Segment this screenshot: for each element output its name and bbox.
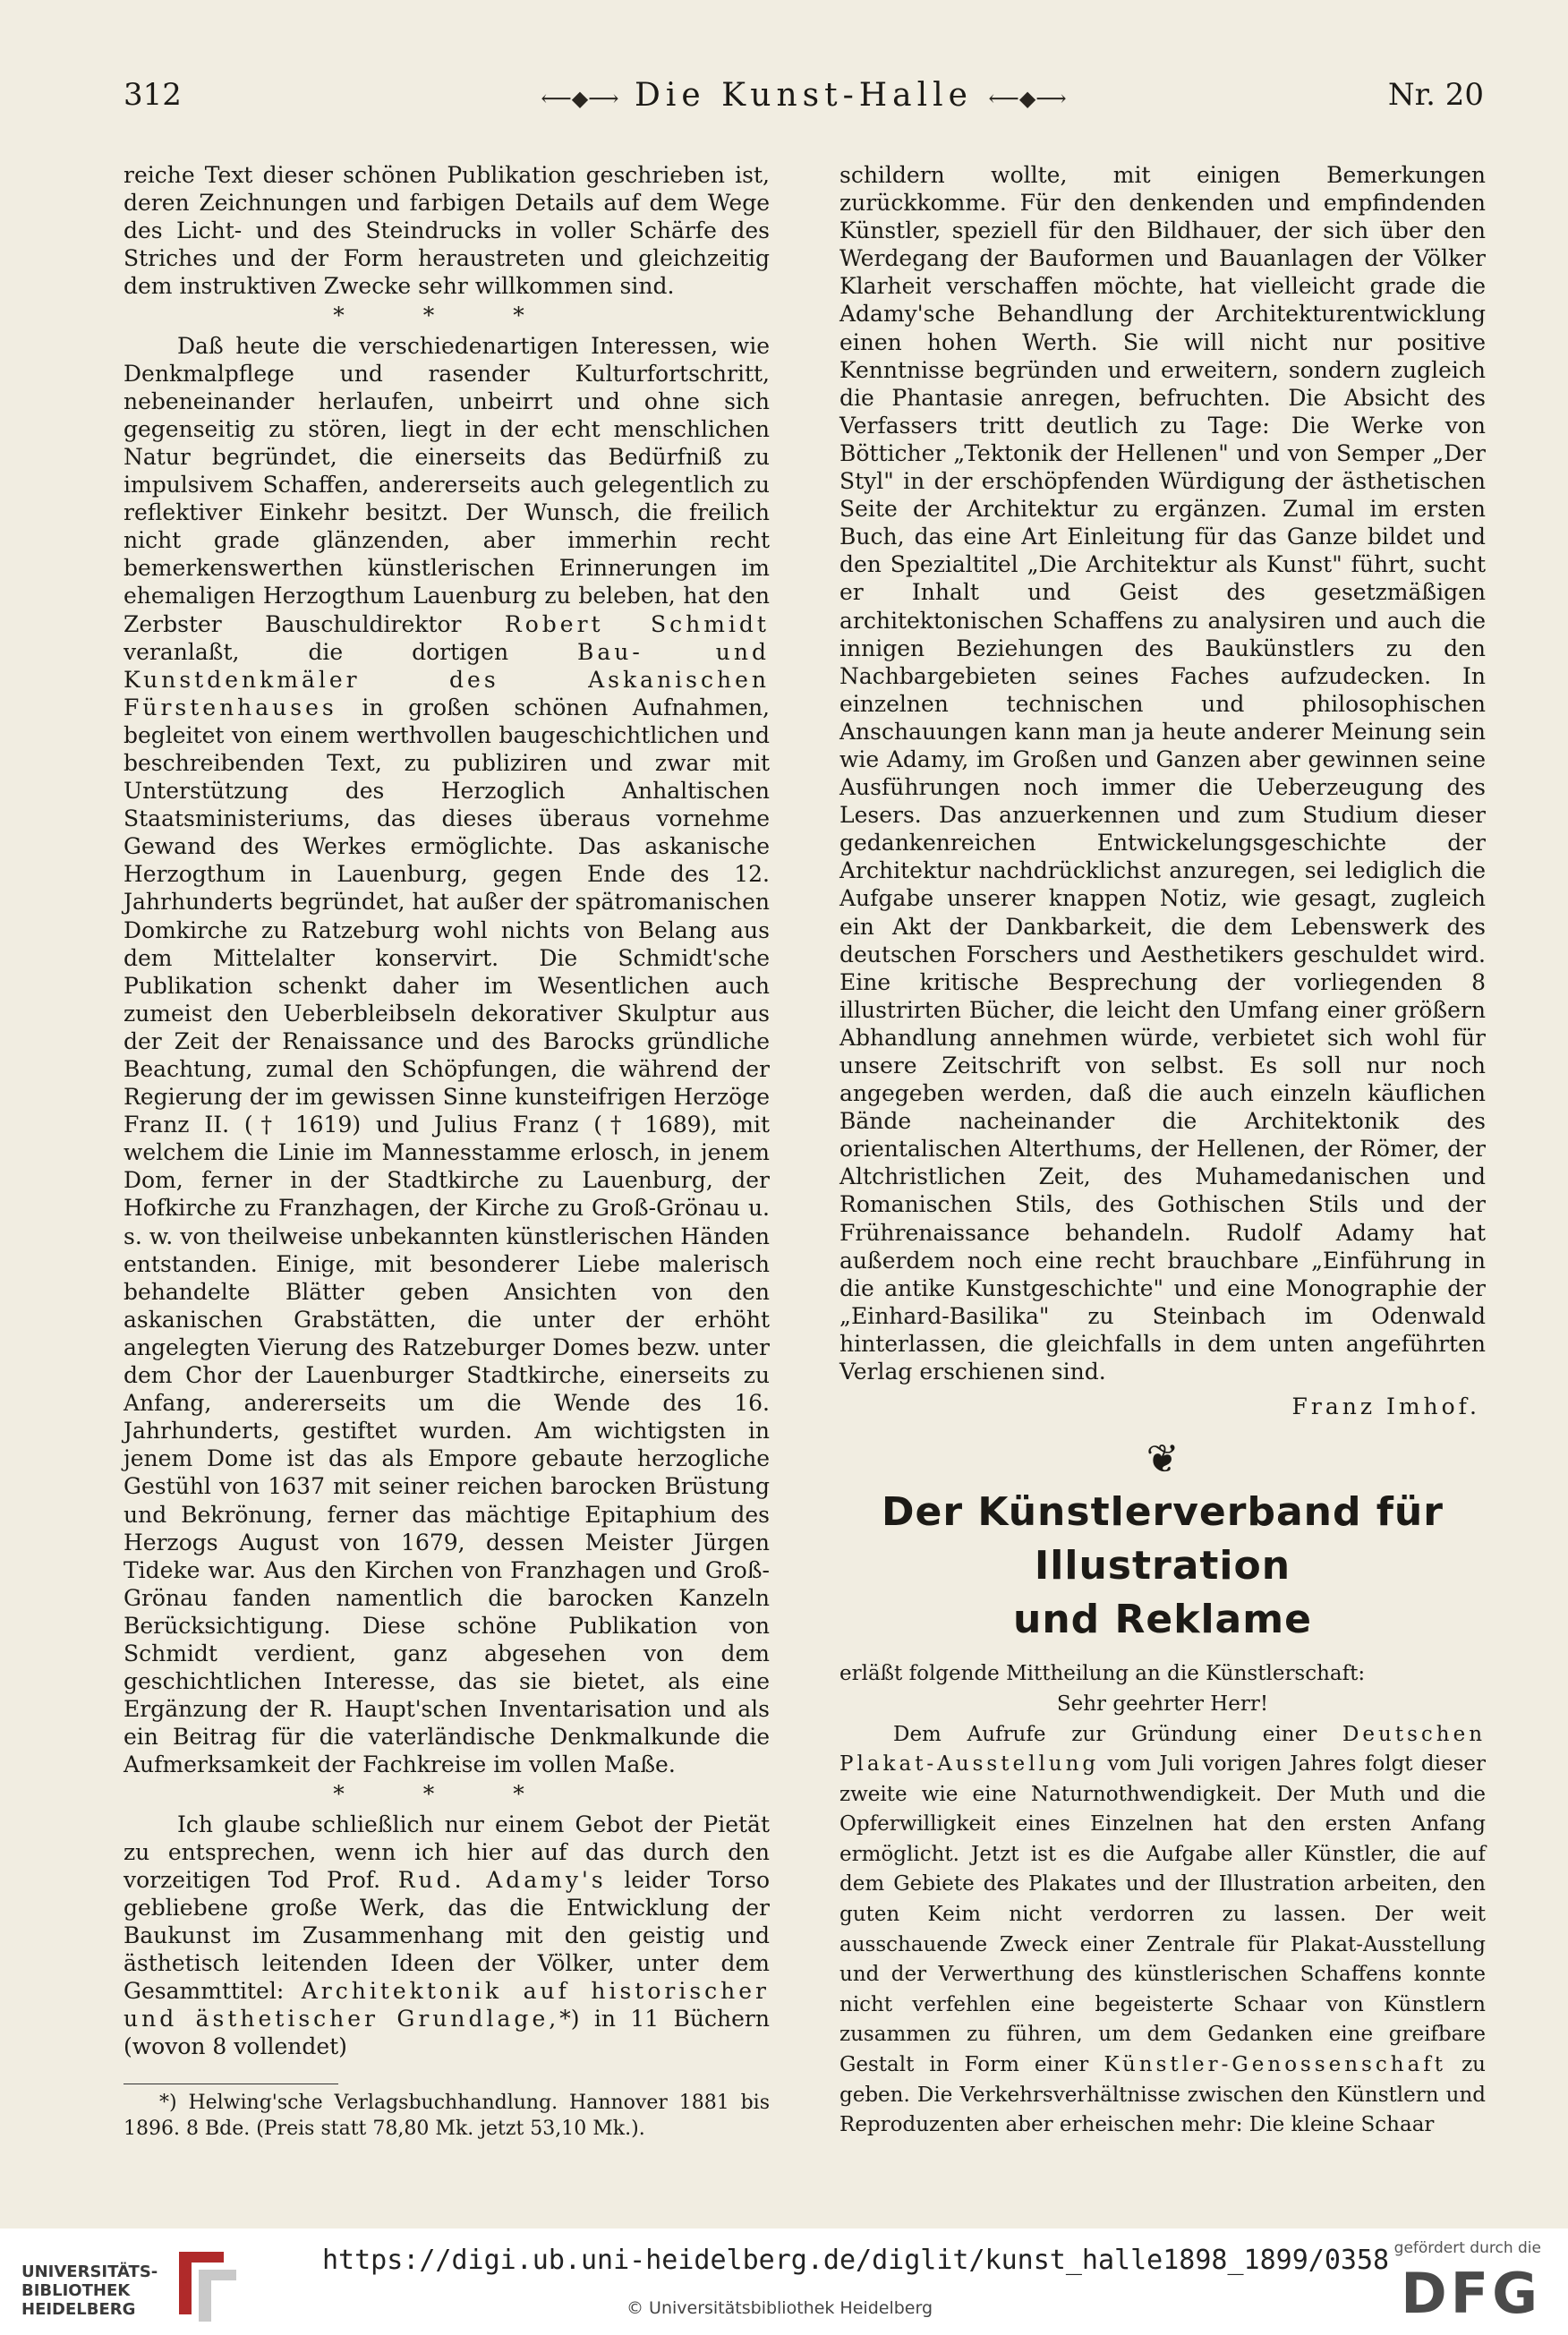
article-title-line-2: und Reklame — [1013, 1597, 1312, 1643]
running-title — [124, 77, 1484, 114]
left-paragraph-2a: Daß heute die verschiedenartigen Interessen, wie Denkmalpflege und rasender Kulturfortschritt, nebeneinander herlaufen, unbeirrt und ohne sich gegenseitig zu stören, liegt in der echt menschlichen Natur begründet, die einerseits das Bedürfniß zu impulsivem Schaffen, andererseits auch gelegentlich zu reflektiver Einkehr besitzt. Der Wunsch, die freilich nicht grade glänzenden, aber immerhin recht bemerkenswerthen künstlerischen Erinnerungen im ehemaligen Herzogthum Lauenburg zu beleben, hat den Zerbster Bauschuldirektor — [124, 332, 770, 637]
section-divider-2: * * * — [333, 1781, 560, 1808]
left-paragraph-3 — [124, 1811, 770, 2061]
salutation: Sehr geehrter Herr! — [1056, 1692, 1269, 1716]
right-paragraph-1: schildern wollte, mit einigen Bemerkungen zurückkomme. Für den denkenden und empfindenden Künstler, speziell für den Bildhauer, der sich über den Werdegang der Bauformen und Bauanlagen der Völker Klarheit verschaffen möchte, hat vielleicht grade die Adamy'sche Behandlung der Architekturentwicklung einen hohen Werth. Sie will nicht nur positive Kenntnisse begründen und erweitern, sondern zugleich die Phantasie anregen, befruchten. Die Absicht des Verfassers tritt deutlich zu Tage: Die Werke von Bötticher „Tektonik der Hellenen" und von Semper „Der Styl" in der erschöpfenden Würdigung der ästhetischen Seite der Architektur zu ergänzen. Zumal im ersten Buch, das eine Art Einleitung für das Ganze bildet und den Spezialtitel „Die Architektur als Kunst" führt, sucht er Inhalt und Geist des gesetzmäßigen architektonischen Schaffens zu analysiren und auch die innigen Beziehungen des Baukünstlers zu den Nachbargebieten seines Faches aufzudecken. In einzelnen technischen und philosophischen Anschauungen kann man ja heute anderer Meinung sein wie Adamy, im Großen und Ganzen aber gewinnen seine Ausführungen noch immer die Ueberzeugung des Lesers. Das anzuerkennen und zum Studium dieser gedankenreichen Entwickelungsgeschichte der Architektur nachdrücklichst anzuregen, sei lediglich die Aufgabe unserer knappen Notiz, wie gesagt, zugleich ein Akt der Dankbarkeit, die dem Lebenswerk des deutschen Forschers und Aesthetikers geschuldet wird. Eine kritische Besprechung der vorliegenden 8 illustrirten Bücher, die leicht den Umfang einer größern Abhandlung annehmen würde, verbietet sich wohl für unsere Zeitschrift von selbst. Es soll nur noch angegeben werden, daß die auch einzeln käuflichen Bände nacheinander die Architektonik des orientalischen Alterthums, der Hellenen, der Römer, der Altchristlichen Zeit, des Muhamedanischen und Romanischen Stils, des Gothischen Stils und der Frührenaissance behandeln. Rudolf Adamy hat außerdem noch eine recht brauchbare „Einführung in die antike Kunstgeschichte" und eine Monographie der „Einhard-Basilika" zu Steinbach im Odenwald hinterlassen, die gleichfalls in dem unten angeführten Verlag erschienen sind. — [839, 162, 1486, 1385]
left-paragraph-2c: in großen schönen Aufnahmen, begleitet von einem werthvollen baugeschichtlichen und beschreibenden Text, zu publiziren und zwar mit Unterstützung des Herzoglich Anhaltischen Staatsministeriums, das dieses überaus vornehme Gewand des Werkes ermöglichte. Das askanische Herzogthum in Lauenburg, gegen Ende des 12. Jahrhunderts begründet, hat außer der spätromanischen Domkirche zu Ratzeburg wohl nichts von Belang aus dem Mittelalter konservirt. Die Schmidt'sche Publikation schenkt daher im Wesentlichen auch zumeist den Ueberbleibseln dekorativer Skulptur aus der Zeit der Renaissance und des Barocks gründliche Beachtung, zumal den Schöpfungen, die während der Regierung der im gewissen Sinne kunsteifrigen Herzöge Franz II. († 1619) und Julius Franz († 1689), mit welchem die Linie im Mannesstamme erlosch, in jenem Dom, ferner in der Stadtkirche zu Lauenburg, der Hofkirche zu Franzhagen, der Kirche zu Groß-Grönau u. s. w. von theilweise unbekannten künstlerischen Händen entstanden. Einige, mit besonderer Liebe malerisch behandelte Blätter geben Ansichten von den askanischen Grabstätten, die unter der erhöht angelegten Vierung des Ratzeburger Domes bezw. unter dem Chor der Lauenburger Stadtkirche, einerseits zu Anfang, andererseits um die Wende des 16. Jahrhunderts, gestiftet wurden. Am wichtigsten in jenem Dome ist das als Empore gebaute herzogliche Gestühl von 1637 mit seiner reichen barocken Brüstung und Bekrönung, ferner das mächtige Epitaphium des Herzogs August von 1679, dessen Meister Jürgen Tideke war. Aus den Kirchen von Franzhagen und Groß-Grönau fanden namentlich die barocken Kanzeln Berücksichtigung. Diese schöne Publikation von Schmidt verdient, ganz abgesehen von dem geschichtlichen Interesse, das sie bietet, als eine Ergänzung der R. Haupt'schen Inventarisation und als ein Beitrag für die vaterländische Denkmalkunde die Aufmerksamkeit der Fachkreise im vollen Maße. — [124, 694, 770, 1778]
issue-number: Nr. 20 — [1387, 77, 1484, 113]
library-mark-icon — [172, 2243, 243, 2323]
article-paragraph-1b: vom Juli vorigen Jahres folgt dieser zweite wie eine Naturnothwendigkeit. Der Muth und die Opferwilligkeit eines Einzelnen hat den ersten Anfang ermöglicht. Jetzt ist es die Aufgabe aller Künstler, die auf dem Gebiete des Plakates und der Illustration arbeiten, den guten Keim nicht verdorren zu lassen. Der weit ausschauende Zweck einer Zentrale für Plakat-Ausstellung und der Verwerthung des künstlerischen Schaffens konnte nicht verfehlen eine begeisterte Schaar von Künstlern zusammen zu führen, um dem Gedanken eine greifbare Gestalt in Form einer — [839, 1752, 1487, 2077]
library-name — [21, 2263, 158, 2319]
author-name-adamy: Rud. Adamy's — [397, 1866, 607, 1893]
digitization-footer — [0, 2228, 1568, 2335]
funder-label: gefördert durch die — [1393, 2239, 1541, 2257]
article-paragraph-1a: Dem Aufrufe zur Gründung einer — [893, 1722, 1317, 1746]
library-name-line-1: UNIVERSITÄTS- — [21, 2263, 158, 2281]
left-column — [124, 161, 770, 2142]
article-paragraph-1c: zu geben. Die Verkehrsverhältnisse zwischen den Künstlern und Reproduzenten aber erheischen mehr: Die kleine Schaar — [839, 2053, 1486, 2137]
article-title — [839, 1486, 1486, 1647]
running-title-text: Die Kunst-Halle — [635, 77, 973, 114]
ornament-right-icon: ⟵◆⟶ — [988, 86, 1067, 111]
page-number: 312 — [124, 77, 182, 113]
publication-title-adamy: Architektonik auf historischer und ästhetischer Grundlage, — [124, 1978, 770, 2032]
permalink-url[interactable]: https://digi.ub.uni-heidelberg.de/diglit/kunst_halle1898_1899/0358 — [322, 2245, 1390, 2276]
left-paragraph-3b: leider Torso gebliebene große Werk, das die Entwicklung der Baukunst im Zusammenhang mit den geistig und ästhetisch leitenden Ideen der Völker, unter dem Gesammttitel: — [124, 1866, 770, 2005]
left-paragraph-3a: Ich glaube schließlich nur einem Gebot der Pietät zu entsprechen, wenn ich hier auf das durch den vorzeitigen Tod Prof. — [124, 1811, 770, 1893]
dfg-logo[interactable]: DFG — [1401, 2261, 1541, 2326]
footnote — [124, 2090, 770, 2142]
article-intro: erläßt folgende Mittheilung an die Künstlerschaft: — [839, 1662, 1366, 1686]
footnote-text: *) Helwing'sche Verlagsbuchhandlung. Hannover 1881 bis 1896. 8 Bde. (Preis statt 78,80 Mk. jetzt 53,10 Mk.). — [124, 2092, 770, 2141]
right-column — [839, 161, 1486, 2141]
left-paragraph-1: reiche Text dieser schönen Publikation geschrieben ist, deren Zeichnungen und farbigen Details auf dem Wege des Licht- und des Steindrucks in voller Schärfe des Striches und der Form heraustreten und gleichzeitig dem instruktiven Zwecke sehr willkommen sind. — [124, 162, 770, 300]
article-title-line-1: Der Künstlerverband für Illustration — [882, 1489, 1444, 1589]
section-divider-1: * * * — [333, 303, 560, 329]
left-paragraph-3c: *) in 11 Büchern (wovon 8 vollendet) — [124, 2006, 770, 2060]
cooperative-name: Künstler-Genossenschaft — [1104, 2053, 1447, 2077]
left-paragraph-2b: veranlaßt, die dortigen — [124, 638, 509, 665]
ornament-left-icon: ⟵◆⟶ — [541, 86, 619, 111]
signature: Franz Imhof. — [1291, 1393, 1480, 1420]
author-name-schmidt: Robert Schmidt — [504, 610, 770, 637]
library-name-line-2: BIBLIOTHEK — [21, 2281, 131, 2300]
library-logo[interactable] — [16, 2237, 285, 2327]
article-paragraph-1 — [839, 1720, 1486, 2141]
library-name-line-3: HEIDELBERG — [21, 2300, 136, 2319]
running-header — [124, 77, 1484, 124]
exhibition-name: Deutschen Plakat-Ausstellung — [839, 1722, 1487, 1777]
left-paragraph-2 — [124, 332, 770, 1779]
publication-title-schmidt: Bau- und Kunstdenkmäler des Askanischen Fürstenhauses — [124, 638, 770, 720]
copyright-notice: © Universitätsbibliothek Heidelberg — [626, 2298, 933, 2318]
vignette-ornament-icon: ❦ — [1146, 1436, 1180, 1483]
